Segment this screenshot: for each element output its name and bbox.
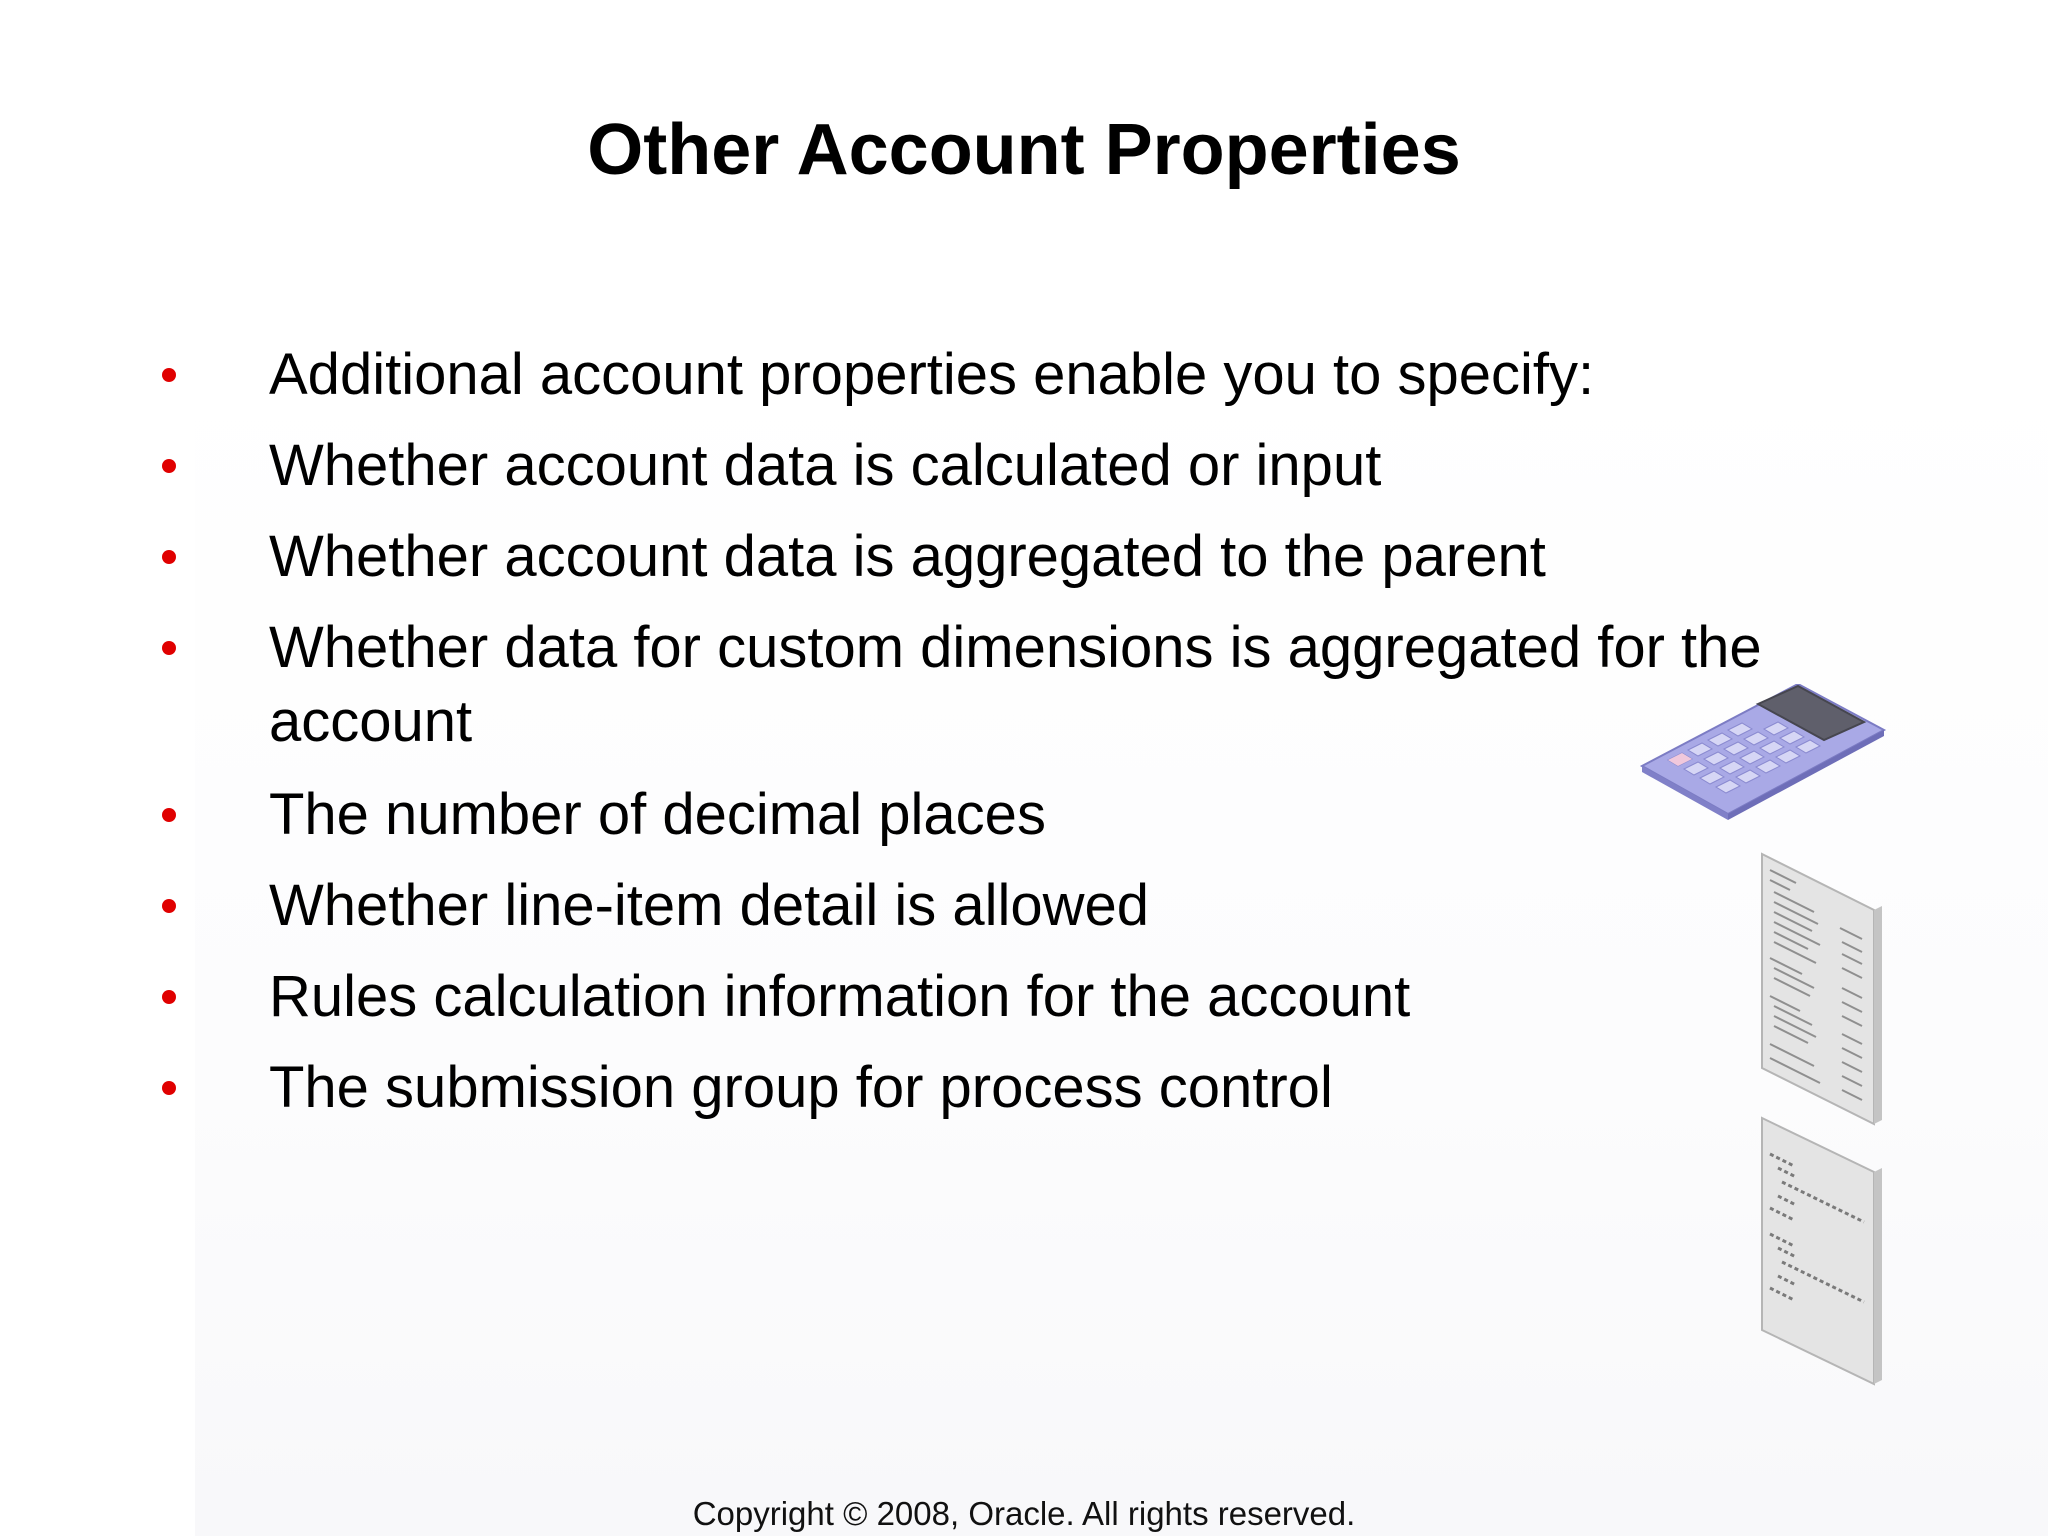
bullet-text: Additional account properties enable you to specify: — [269, 342, 1595, 407]
bullet-icon — [162, 808, 176, 822]
bullet-text: The number of decimal places — [269, 782, 1046, 847]
bullet-text: Whether data for custom dimensions is aggregated for the account — [269, 615, 1762, 754]
code-document-icon — [1756, 1114, 1886, 1390]
bullet-text: Whether line-item detail is allowed — [269, 873, 1150, 938]
copyright-footer: Copyright © 2008, Oracle. All rights reserved. — [692, 1495, 1356, 1532]
slide-title: Other Account Properties — [587, 110, 1461, 190]
bullet-text: Whether account data is calculated or input — [269, 433, 1382, 498]
bullet-icon — [162, 641, 176, 655]
calculator-icon — [1638, 684, 1888, 820]
report-document-icon — [1756, 850, 1886, 1130]
bullet-icon — [162, 550, 176, 564]
bullet-text: Rules calculation information for the account — [269, 964, 1411, 1029]
bullet-icon — [162, 1081, 176, 1095]
bullet-text: The submission group for process control — [269, 1055, 1333, 1120]
bullet-icon — [162, 899, 176, 913]
bullet-icon — [162, 368, 176, 382]
bullet-icon — [162, 459, 176, 473]
bullet-text: Whether account data is aggregated to the parent — [269, 524, 1546, 589]
bullet-icon — [162, 990, 176, 1004]
